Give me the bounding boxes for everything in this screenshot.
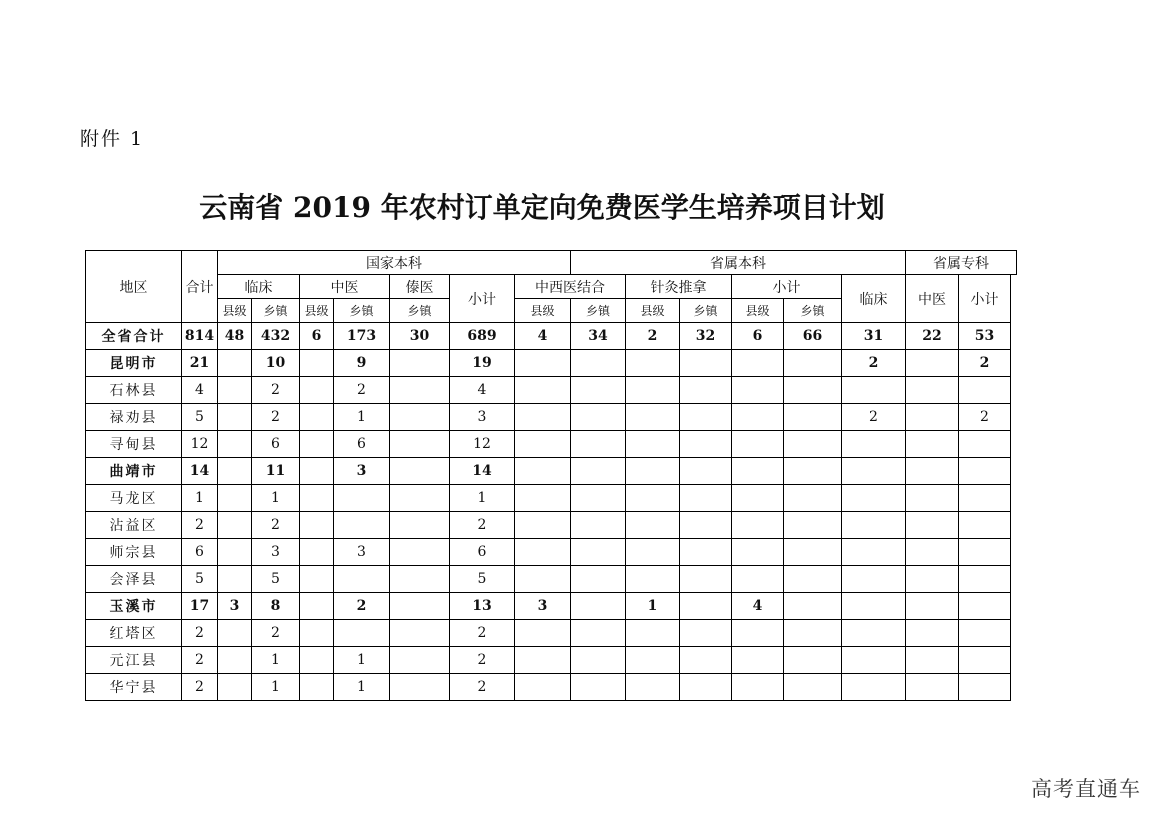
value-cell [842,647,906,674]
value-cell: 5 [182,404,218,431]
value-cell: 21 [182,350,218,377]
table-row [86,566,1017,593]
value-cell [626,377,680,404]
value-cell: 13 [450,593,515,620]
table-row [86,593,1017,620]
header-provincial-college: 省属专科 [906,251,1017,275]
value-cell: 19 [450,350,515,377]
value-cell [218,539,252,566]
value-cell: 6 [450,539,515,566]
value-cell [680,431,732,458]
value-cell: 4 [515,323,571,350]
value-cell [680,377,732,404]
value-cell [515,674,571,701]
value-cell [906,485,959,512]
value-cell: 12 [450,431,515,458]
document-title: 云南省 2019 年农村订单定向免费医学生培养项目计划 [199,191,885,224]
value-cell: 9 [334,350,390,377]
value-cell [626,458,680,485]
value-cell [626,566,680,593]
value-cell: 6 [300,323,334,350]
value-cell [680,350,732,377]
value-cell [390,431,450,458]
value-cell [300,350,334,377]
value-cell [300,431,334,458]
value-cell [732,620,784,647]
value-cell [218,350,252,377]
value-cell [784,404,842,431]
value-cell [515,620,571,647]
value-cell [842,566,906,593]
value-cell [680,404,732,431]
value-cell [300,566,334,593]
value-cell: 3 [334,539,390,566]
value-cell: 8 [252,593,300,620]
value-cell: 53 [959,323,1011,350]
value-cell [959,647,1011,674]
value-cell [732,431,784,458]
value-cell: 6 [182,539,218,566]
value-cell [390,674,450,701]
value-cell [571,647,626,674]
value-cell: 30 [390,323,450,350]
value-cell: 3 [450,404,515,431]
value-cell: 22 [906,323,959,350]
value-cell: 17 [182,593,218,620]
region-name-cell: 石林县 [86,377,182,404]
value-cell [732,512,784,539]
header-county: 县级 [732,299,784,323]
value-cell [842,539,906,566]
value-cell: 2 [842,404,906,431]
value-cell [571,485,626,512]
value-cell: 32 [680,323,732,350]
value-cell: 2 [252,512,300,539]
value-cell [300,458,334,485]
value-cell [515,512,571,539]
value-cell: 1 [626,593,680,620]
value-cell [732,404,784,431]
value-cell: 14 [450,458,515,485]
value-cell [680,458,732,485]
value-cell [300,620,334,647]
value-cell [959,539,1011,566]
value-cell [571,674,626,701]
value-cell [218,458,252,485]
value-cell [300,674,334,701]
value-cell [390,485,450,512]
value-cell: 6 [252,431,300,458]
value-cell: 2 [182,674,218,701]
value-cell [842,431,906,458]
header-township: 乡镇 [390,299,450,323]
value-cell [218,431,252,458]
value-cell [626,431,680,458]
table-row [86,377,1017,404]
value-cell: 2 [450,620,515,647]
value-cell [571,566,626,593]
value-cell [626,620,680,647]
value-cell [300,647,334,674]
value-cell [626,647,680,674]
header-acupuncture: 针灸推拿 [626,275,732,299]
value-cell [390,647,450,674]
value-cell [906,512,959,539]
value-cell [334,512,390,539]
table-row [86,350,1017,377]
header-integrated: 中西医结合 [515,275,626,299]
value-cell [680,647,732,674]
table-row [86,458,1017,485]
table-row [86,620,1017,647]
value-cell: 48 [218,323,252,350]
value-cell [571,620,626,647]
value-cell [680,512,732,539]
value-cell: 2 [252,620,300,647]
value-cell [906,674,959,701]
value-cell [515,350,571,377]
value-cell: 6 [334,431,390,458]
value-cell: 11 [252,458,300,485]
value-cell [390,566,450,593]
value-cell: 2 [842,350,906,377]
value-cell: 66 [784,323,842,350]
value-cell [784,431,842,458]
value-cell [732,674,784,701]
header-college-subtotal: 小计 [959,275,1011,323]
value-cell [680,566,732,593]
value-cell [680,620,732,647]
value-cell: 2 [450,647,515,674]
value-cell [334,566,390,593]
value-cell: 12 [182,431,218,458]
value-cell [515,458,571,485]
header-total: 合计 [182,251,218,323]
value-cell [390,620,450,647]
value-cell [784,674,842,701]
attachment-label: 附件 1 [80,128,145,150]
value-cell: 1 [334,404,390,431]
value-cell: 1 [252,647,300,674]
header-county: 县级 [218,299,252,323]
value-cell [959,674,1011,701]
value-cell [784,377,842,404]
value-cell [784,539,842,566]
plan-table [85,250,1017,701]
value-cell [959,377,1011,404]
table-row [86,512,1017,539]
table-row [86,539,1017,566]
value-cell [571,512,626,539]
value-cell [906,539,959,566]
value-cell [300,485,334,512]
table-row [86,674,1017,701]
value-cell [218,512,252,539]
value-cell [626,404,680,431]
value-cell: 2 [626,323,680,350]
table-row [86,485,1017,512]
value-cell: 3 [334,458,390,485]
value-cell: 1 [450,485,515,512]
value-cell: 2 [959,350,1011,377]
value-cell: 1 [252,485,300,512]
value-cell [300,512,334,539]
value-cell [515,539,571,566]
value-cell: 4 [732,593,784,620]
value-cell [626,485,680,512]
region-name-cell: 全省合计 [86,323,182,350]
value-cell [842,485,906,512]
value-cell [218,620,252,647]
value-cell: 1 [334,674,390,701]
header-row-1 [86,251,1017,275]
value-cell [571,431,626,458]
value-cell: 173 [334,323,390,350]
value-cell [218,404,252,431]
value-cell: 2 [252,404,300,431]
value-cell: 31 [842,323,906,350]
value-cell [959,566,1011,593]
value-cell: 2 [334,377,390,404]
value-cell [906,620,959,647]
value-cell [571,377,626,404]
header-county: 县级 [626,299,680,323]
value-cell: 5 [182,566,218,593]
value-cell [732,485,784,512]
header-township: 乡镇 [252,299,300,323]
region-name-cell: 寻甸县 [86,431,182,458]
header-national-clinical: 临床 [218,275,300,299]
header-region: 地区 [86,251,182,323]
table-row [86,431,1017,458]
value-cell [300,539,334,566]
value-cell [842,512,906,539]
value-cell [218,674,252,701]
value-cell [842,458,906,485]
region-name-cell: 华宁县 [86,674,182,701]
value-cell [906,350,959,377]
header-township: 乡镇 [334,299,390,323]
value-cell: 432 [252,323,300,350]
value-cell [334,620,390,647]
value-cell [515,431,571,458]
value-cell: 2 [450,512,515,539]
value-cell [515,377,571,404]
value-cell [626,539,680,566]
value-cell [626,674,680,701]
header-provincial-bachelor: 省属本科 [571,251,906,275]
header-college-tcm: 中医 [906,275,959,323]
value-cell [390,458,450,485]
region-name-cell: 会泽县 [86,566,182,593]
value-cell [571,539,626,566]
region-name-cell: 玉溪市 [86,593,182,620]
value-cell [334,485,390,512]
header-national-dai: 傣医 [390,275,450,299]
value-cell [515,566,571,593]
value-cell [784,647,842,674]
value-cell: 10 [252,350,300,377]
table-header [86,251,1017,323]
value-cell [959,620,1011,647]
value-cell [784,458,842,485]
region-name-cell: 马龙区 [86,485,182,512]
value-cell [680,593,732,620]
value-cell [906,458,959,485]
value-cell: 2 [182,647,218,674]
value-cell: 2 [334,593,390,620]
watermark: 高考直通车 [1031,777,1141,801]
value-cell [906,566,959,593]
value-cell [732,647,784,674]
value-cell: 5 [252,566,300,593]
value-cell [218,377,252,404]
value-cell [842,377,906,404]
value-cell [732,377,784,404]
header-row-2 [86,275,1017,299]
value-cell [784,512,842,539]
value-cell [515,647,571,674]
header-township: 乡镇 [784,299,842,323]
table-row [86,647,1017,674]
value-cell [732,566,784,593]
value-cell [390,350,450,377]
value-cell [784,350,842,377]
value-cell: 2 [959,404,1011,431]
value-cell [390,539,450,566]
value-cell [515,404,571,431]
value-cell [571,350,626,377]
value-cell [218,647,252,674]
region-name-cell: 师宗县 [86,539,182,566]
header-national-subtotal: 小计 [450,275,515,323]
value-cell [906,593,959,620]
value-cell [906,404,959,431]
table-body [86,323,1017,701]
value-cell: 4 [450,377,515,404]
value-cell [300,404,334,431]
value-cell [732,539,784,566]
value-cell [959,593,1011,620]
value-cell: 689 [450,323,515,350]
value-cell: 34 [571,323,626,350]
value-cell: 3 [515,593,571,620]
value-cell [959,485,1011,512]
value-cell [784,485,842,512]
value-cell [390,377,450,404]
value-cell [959,458,1011,485]
value-cell [571,458,626,485]
value-cell [906,647,959,674]
value-cell: 1 [334,647,390,674]
region-name-cell: 曲靖市 [86,458,182,485]
table-row [86,323,1017,350]
value-cell [300,377,334,404]
region-name-cell: 元江县 [86,647,182,674]
value-cell [784,593,842,620]
region-name-cell: 昆明市 [86,350,182,377]
header-college-clinical: 临床 [842,275,906,323]
region-name-cell: 红塔区 [86,620,182,647]
value-cell: 2 [182,620,218,647]
value-cell [390,512,450,539]
header-county: 县级 [300,299,334,323]
value-cell: 2 [450,674,515,701]
header-national-bachelor: 国家本科 [218,251,571,275]
value-cell [680,674,732,701]
value-cell: 2 [252,377,300,404]
value-cell [732,458,784,485]
value-cell [571,404,626,431]
value-cell [218,485,252,512]
region-name-cell: 沾益区 [86,512,182,539]
header-national-tcm: 中医 [300,275,390,299]
value-cell [680,485,732,512]
header-provincial-subtotal: 小计 [732,275,842,299]
value-cell [959,512,1011,539]
value-cell [680,539,732,566]
value-cell [732,350,784,377]
value-cell [784,620,842,647]
value-cell: 814 [182,323,218,350]
value-cell [842,593,906,620]
region-name-cell: 禄劝县 [86,404,182,431]
value-cell [842,674,906,701]
value-cell: 3 [218,593,252,620]
value-cell: 1 [182,485,218,512]
value-cell: 14 [182,458,218,485]
header-township: 乡镇 [571,299,626,323]
value-cell [959,431,1011,458]
value-cell: 5 [450,566,515,593]
value-cell: 6 [732,323,784,350]
value-cell: 2 [182,512,218,539]
value-cell [784,566,842,593]
header-township: 乡镇 [680,299,732,323]
value-cell [571,593,626,620]
header-county: 县级 [515,299,571,323]
value-cell: 4 [182,377,218,404]
value-cell: 1 [252,674,300,701]
value-cell [626,512,680,539]
value-cell: 3 [252,539,300,566]
value-cell [626,350,680,377]
value-cell [218,566,252,593]
value-cell [515,485,571,512]
value-cell [906,431,959,458]
value-cell [906,377,959,404]
value-cell [300,593,334,620]
table-row [86,404,1017,431]
value-cell [390,404,450,431]
value-cell [390,593,450,620]
value-cell [842,620,906,647]
